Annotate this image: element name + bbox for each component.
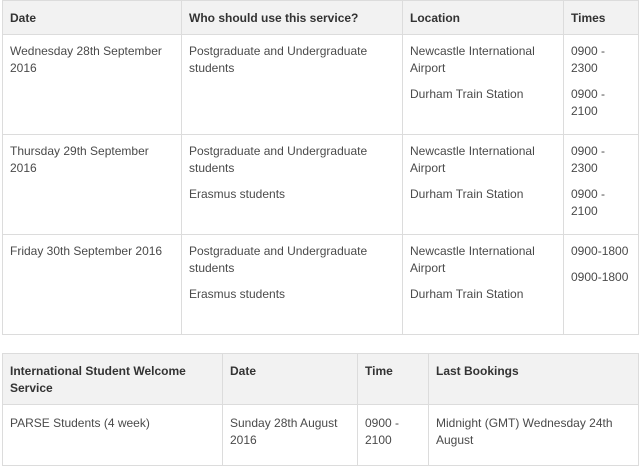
- date-cell: Friday 30th September 2016: [3, 235, 182, 335]
- who-cell: [182, 235, 403, 335]
- location-entry: Durham Train Station: [410, 87, 524, 101]
- column-header-service: International Student Welcome Service: [3, 354, 223, 405]
- column-header-last-bookings: Last Bookings: [429, 354, 639, 405]
- arrival-schedule-table: [2, 0, 639, 335]
- service-cell: PARSE Students (4 week): [3, 405, 223, 466]
- time-cell: 0900 - 2100: [358, 405, 429, 466]
- location-entry: Durham Train Station: [410, 287, 524, 301]
- date-cell: Thursday 29th September 2016: [3, 135, 182, 235]
- column-header-date: Date: [223, 354, 358, 405]
- who-entry: Postgraduate and Undergraduate students: [189, 44, 368, 75]
- who-entry: Postgraduate and Undergraduate students: [189, 144, 368, 175]
- date-cell: Sunday 28th August 2016: [223, 405, 358, 466]
- who-cell: [182, 35, 403, 135]
- location-entry: Newcastle International Airport: [410, 244, 535, 275]
- welcome-service-table: [2, 353, 639, 466]
- column-header-times: Times: [564, 1, 639, 35]
- table-row: [3, 235, 639, 335]
- location-entry: Newcastle International Airport: [410, 144, 535, 175]
- table-row: [3, 135, 639, 235]
- table-row: [3, 405, 639, 466]
- column-header-date: Date: [3, 1, 182, 35]
- who-entry: Erasmus students: [189, 287, 286, 301]
- times-cell: [564, 235, 639, 335]
- who-entry: Postgraduate and Undergraduate students: [189, 244, 368, 275]
- time-entry: 0900 - 2100: [571, 187, 606, 218]
- last-booking-cell: Midnight (GMT) Wednesday 24th August: [429, 405, 639, 466]
- who-entry: Erasmus students: [189, 187, 286, 201]
- column-header-location: Location: [403, 1, 564, 35]
- time-entry: 0900 - 2300: [571, 44, 606, 75]
- who-cell: [182, 135, 403, 235]
- times-cell: [564, 35, 639, 135]
- location-cell: [403, 235, 564, 335]
- location-entry: Newcastle International Airport: [410, 44, 535, 75]
- column-header-time: Time: [358, 354, 429, 405]
- location-cell: [403, 135, 564, 235]
- location-entry: Durham Train Station: [410, 187, 524, 201]
- location-cell: [403, 35, 564, 135]
- time-entry: 0900-1800: [571, 270, 629, 284]
- times-cell: [564, 135, 639, 235]
- date-cell: Wednesday 28th September 2016: [3, 35, 182, 135]
- table-header-row: [3, 1, 639, 35]
- table-row: [3, 35, 639, 135]
- time-entry: 0900-1800: [571, 244, 629, 258]
- table-header-row: [3, 354, 639, 405]
- time-entry: 0900 - 2100: [571, 87, 606, 118]
- time-entry: 0900 - 2300: [571, 144, 606, 175]
- column-header-who: Who should use this service?: [182, 1, 403, 35]
